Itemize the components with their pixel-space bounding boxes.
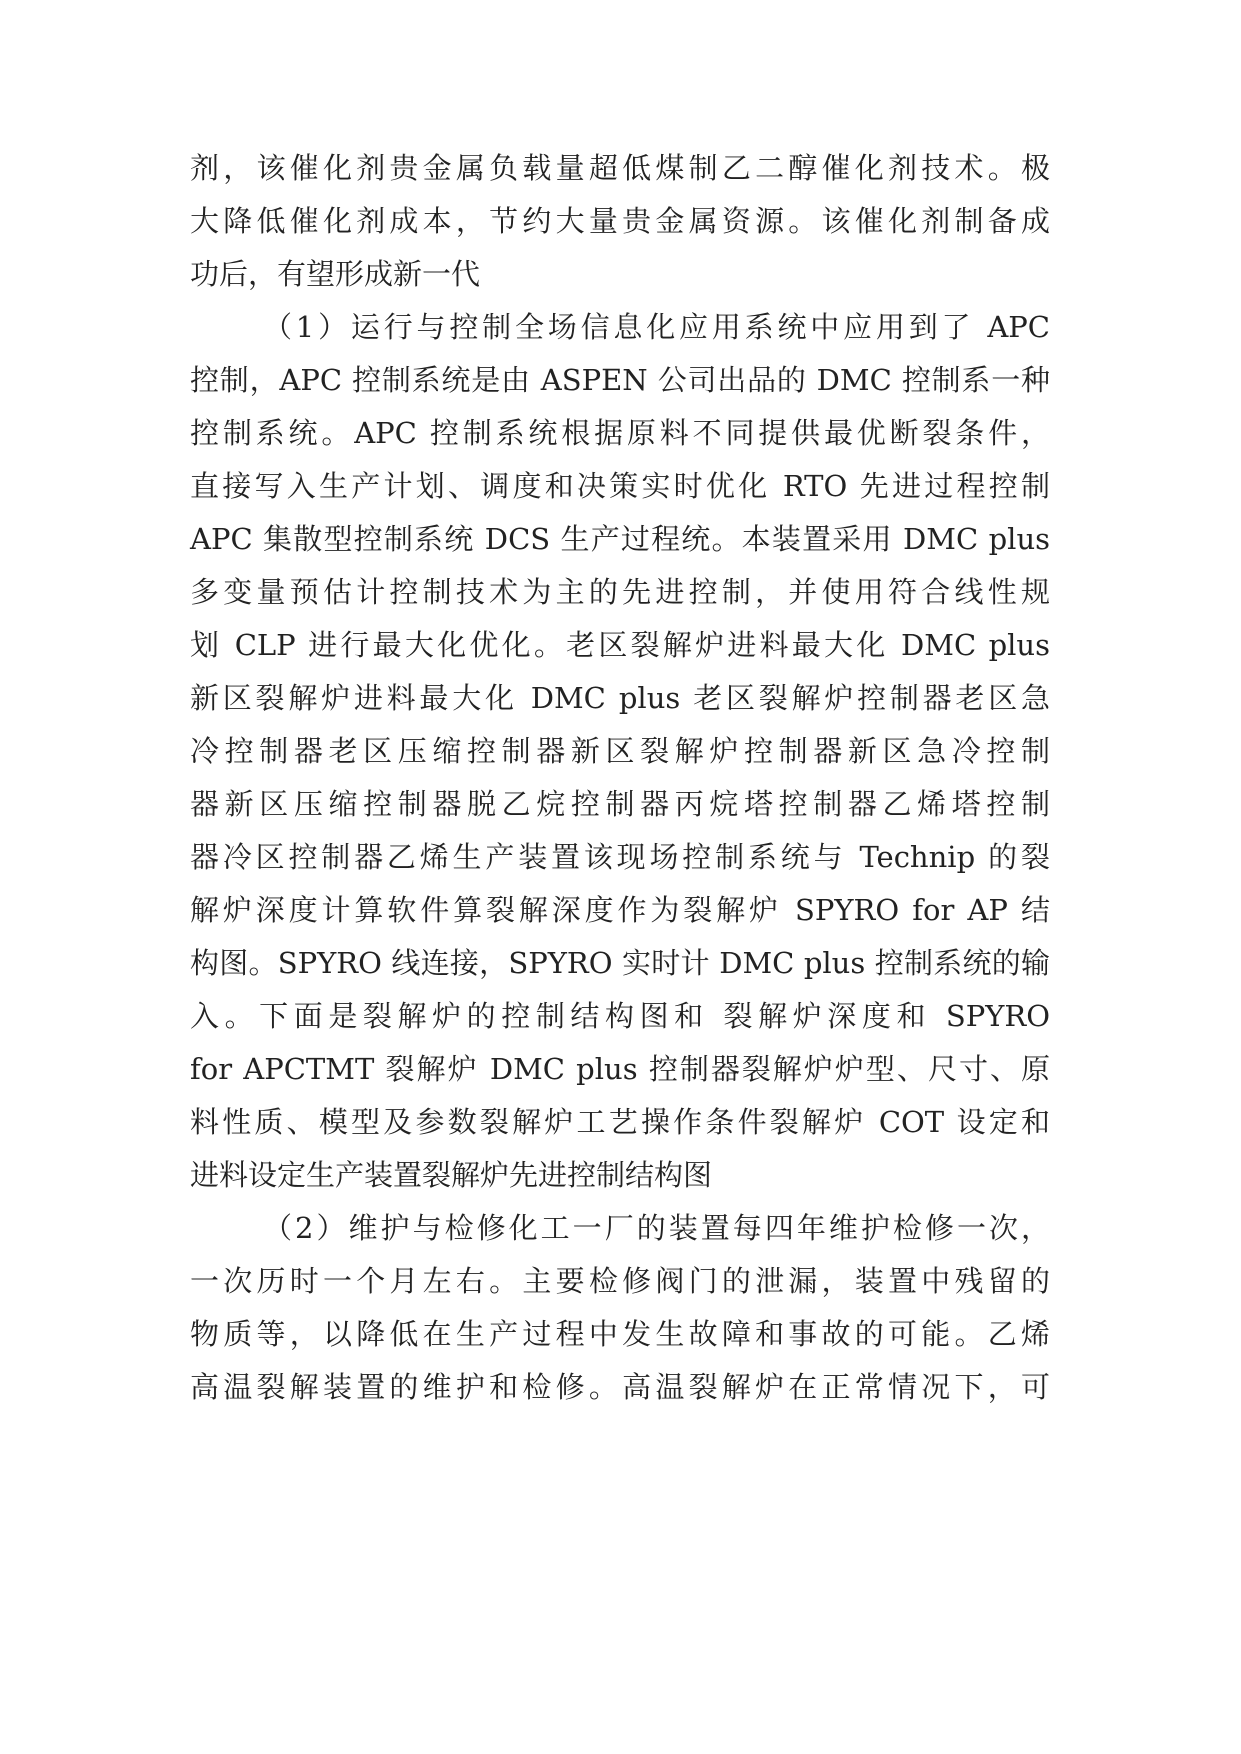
text-line: 进料设定生产装置裂解炉先进控制结构图 (190, 1158, 713, 1192)
paragraph-first-line: （2）维护与检修化工一厂的装置每四年维护检修一次， (263, 1211, 1050, 1245)
text-line: 冷控制器老区压缩控制器新区裂解炉控制器新区急冷控制 (190, 734, 1050, 768)
text-line: 器新区压缩控制器脱乙烷控制器丙烷塔控制器乙烯塔控制 (190, 787, 1050, 821)
text-line: 料性质、模型及参数裂解炉工艺操作条件裂解炉 COT 设定和 (190, 1105, 1050, 1139)
text-line: 剂，该催化剂贵金属负载量超低煤制乙二醇催化剂技术。极 (190, 151, 1050, 185)
text-line: 物质等，以降低在生产过程中发生故障和事故的可能。乙烯 (190, 1317, 1050, 1351)
text-line: 解炉深度计算软件算裂解深度作为裂解炉 SPYRO for AP 结 (190, 893, 1050, 927)
text-line: 器冷区控制器乙烯生产装置该现场控制系统与 Technip 的裂 (190, 840, 1050, 874)
text-line: 多变量预估计控制技术为主的先进控制，并使用符合线性规 (190, 575, 1050, 609)
text-line: for APCTMT 裂解炉 DMC plus 控制器裂解炉炉型、尺寸、原 (190, 1052, 1050, 1086)
text-line: 大降低催化剂成本，节约大量贵金属资源。该催化剂制备成 (190, 204, 1050, 238)
text-line: 一次历时一个月左右。主要检修阀门的泄漏，装置中残留的 (190, 1264, 1050, 1298)
text-line: 构图。SPYRO 线连接，SPYRO 实时计 DMC plus 控制系统的输 (190, 946, 1050, 980)
text-line: 新区裂解炉进料最大化 DMC plus 老区裂解炉控制器老区急 (190, 681, 1050, 715)
text-line: 直接写入生产计划、调度和决策实时优化 RTO 先进过程控制 (190, 469, 1050, 503)
text-line: 入。下面是裂解炉的控制结构图和 裂解炉深度和 SPYRO (190, 999, 1050, 1033)
text-line: 划 CLP 进行最大化优化。老区裂解炉进料最大化 DMC plus (190, 628, 1050, 662)
text-line: APC 集散型控制系统 DCS 生产过程统。本装置采用 DMC plus (190, 522, 1050, 556)
paragraph-first-line: （1）运行与控制全场信息化应用系统中应用到了 APC (263, 310, 1050, 344)
text-line: 功后，有望形成新一代 (190, 257, 481, 291)
text-line: 控制系统。APC 控制系统根据原料不同提供最优断裂条件， (190, 416, 1050, 450)
text-line: 控制，APC 控制系统是由 ASPEN 公司出品的 DMC 控制系一种 (190, 363, 1050, 397)
text-line: 高温裂解装置的维护和检修。高温裂解炉在正常情况下，可 (190, 1370, 1050, 1404)
